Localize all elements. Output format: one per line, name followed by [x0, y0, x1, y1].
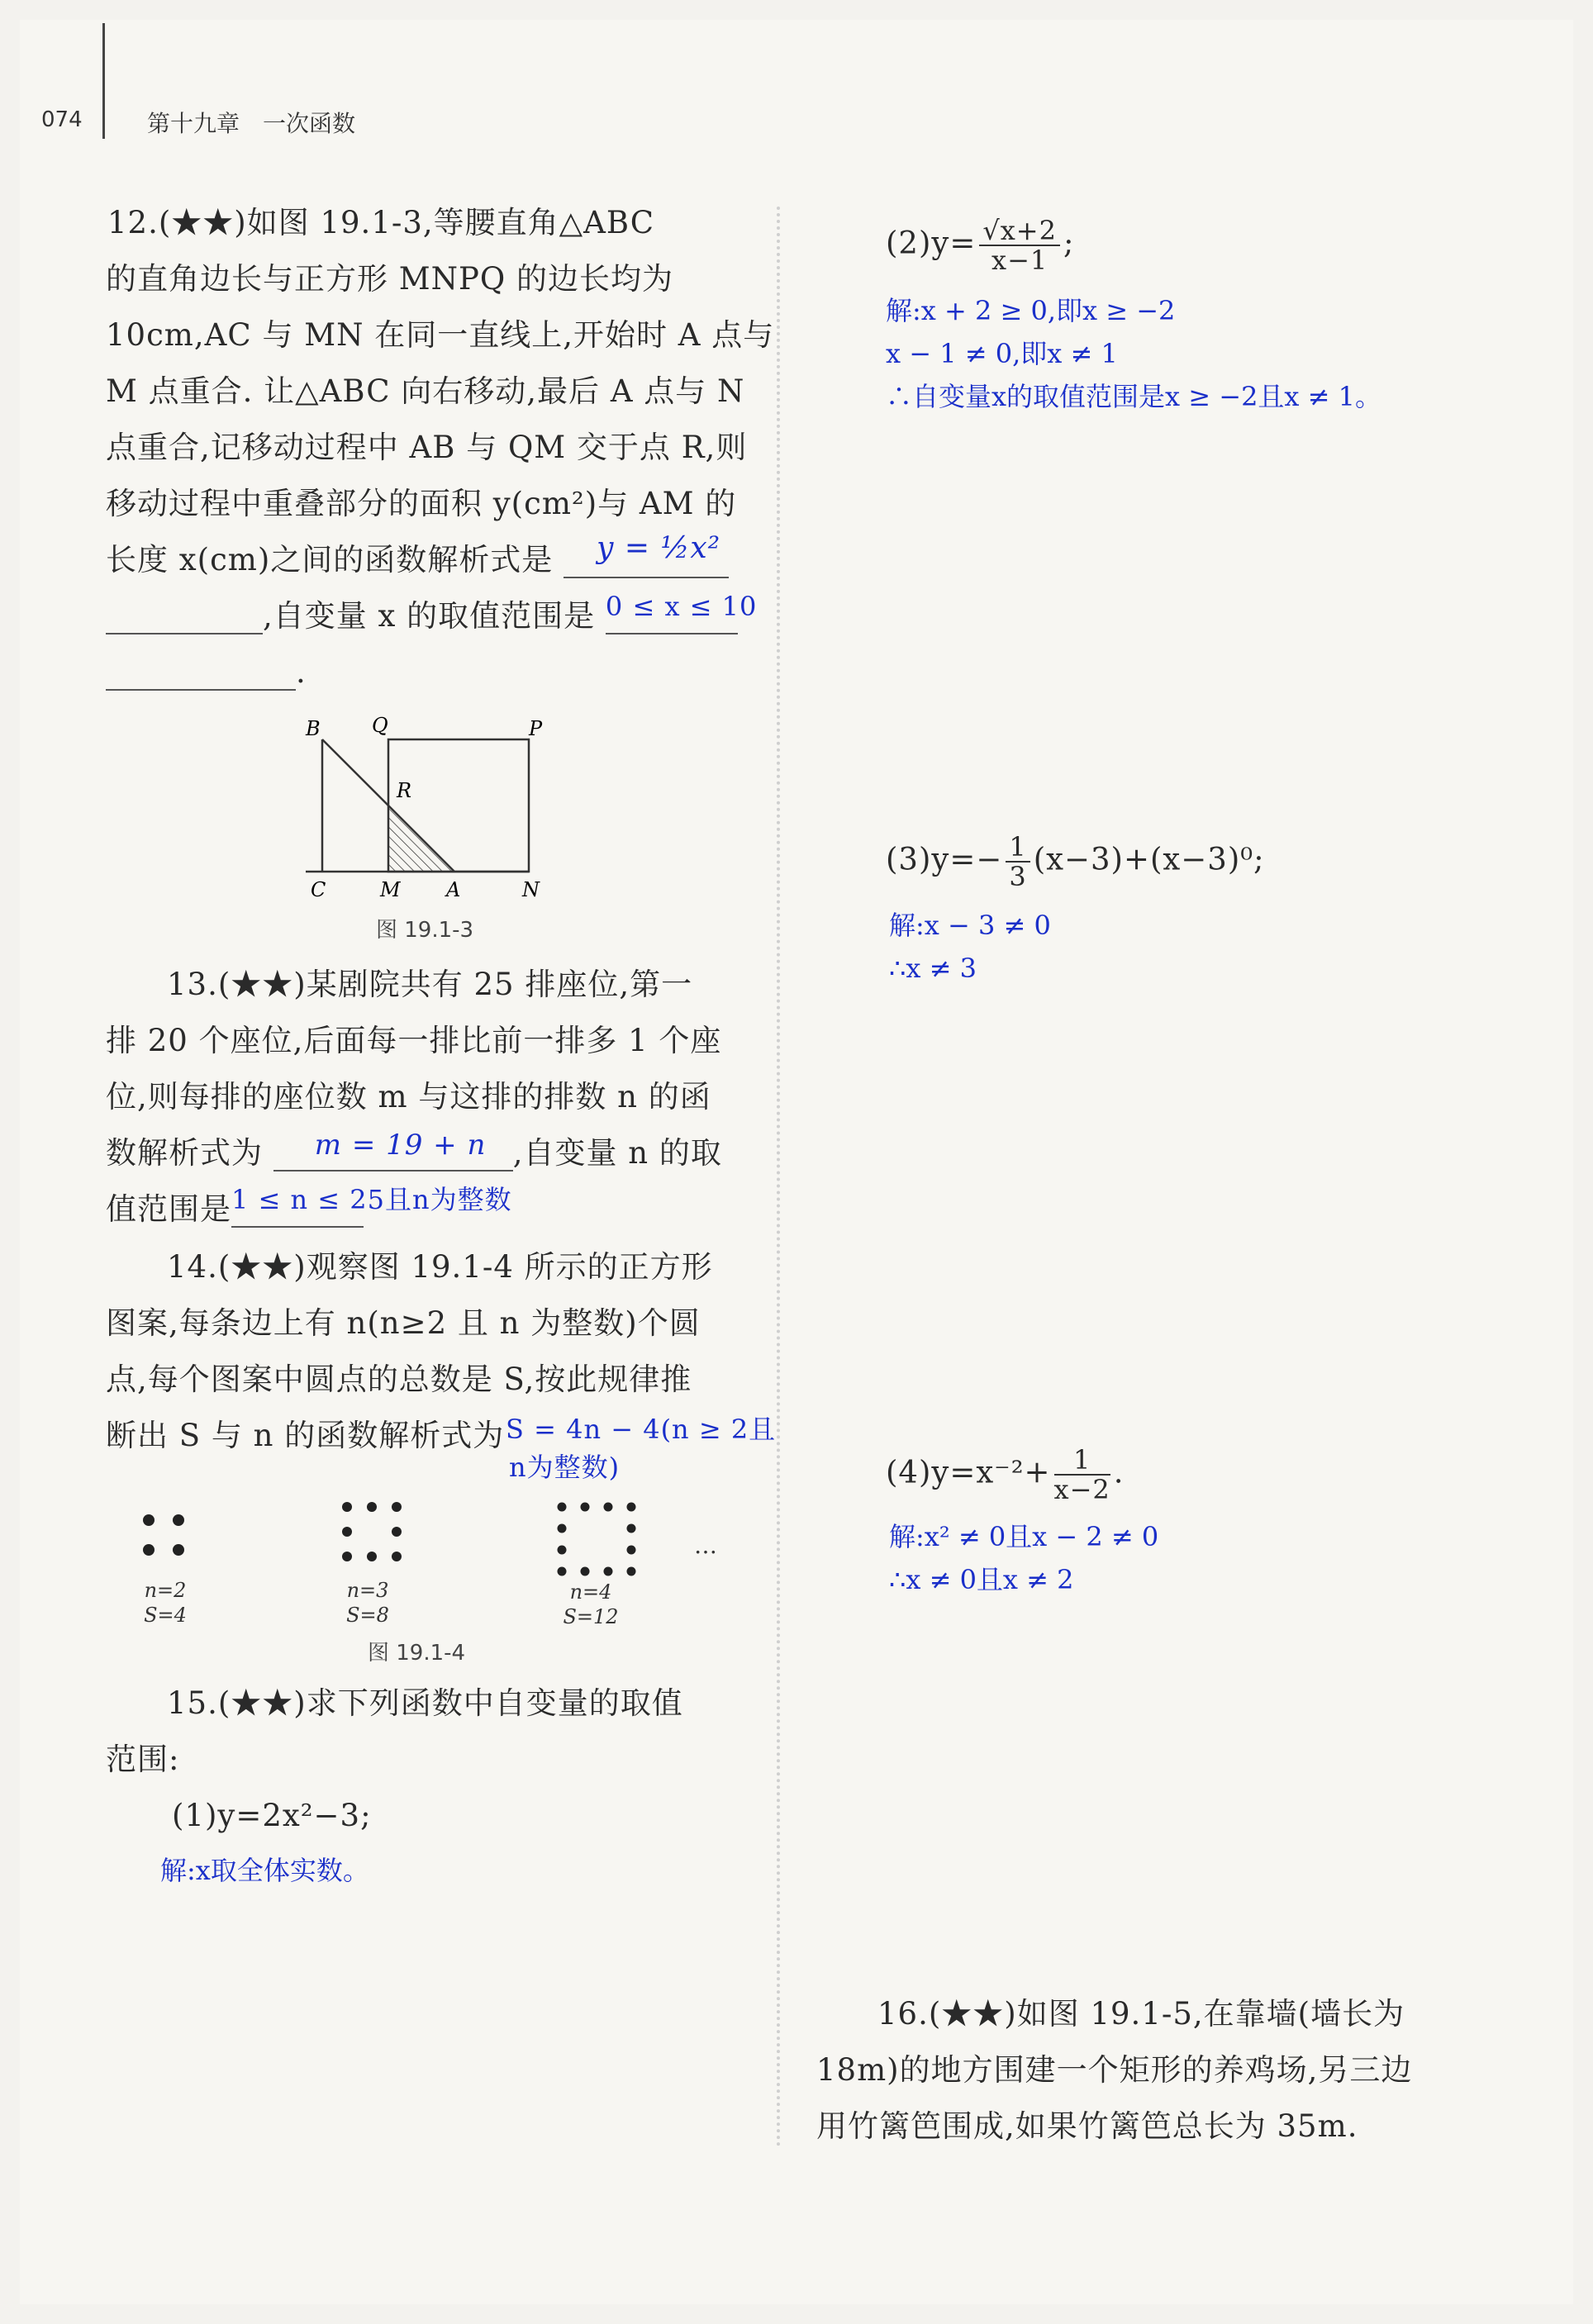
figure-19-1-4	[124, 1495, 719, 1586]
label-m: M	[380, 878, 401, 901]
q12-line-6: 移动过程中重叠部分的面积 y(cm²)与 AM 的	[106, 486, 737, 521]
q15-part-2-numerator: √x+2	[979, 216, 1060, 246]
pattern-ellipsis: …	[694, 1532, 717, 1559]
q12-line-4: M 点重合. 让△ABC 向右移动,最后 A 点与 N	[106, 373, 745, 409]
q15-part-2-fraction	[979, 216, 1060, 274]
q12-line-1: 12.(★★)如图 19.1-3,等腰直角△ABC	[107, 205, 655, 240]
q15-part-4-answer-line-2: ∴x ≠ 0且x ≠ 2	[889, 1564, 1074, 1595]
q15-part-4-denominator: x−2	[1053, 1474, 1110, 1505]
page-number: 074	[41, 107, 83, 132]
q14-answer-line-1: S = 4n − 4(n ≥ 2且	[506, 1414, 777, 1445]
q13-line-4	[106, 1129, 722, 1172]
pattern-label-1	[132, 1578, 198, 1628]
pattern-label-3	[554, 1580, 628, 1629]
q15-part-2-prefix: (2)y=	[886, 225, 977, 261]
q12-period: .	[296, 654, 307, 690]
q13-line-3: 位,则每排的座位数 m 与这排的排数 n 的函	[106, 1079, 711, 1114]
q12-answer-1: y = ½x²	[597, 531, 721, 565]
q15-part-3-prefix: (3)y=−	[886, 841, 1003, 877]
figure-caption-19-1-4: 图 19.1-4	[368, 1641, 466, 1666]
q15-part-3-denominator: 3	[1009, 861, 1027, 892]
q12-answer-blank-1	[563, 531, 729, 578]
q15-part-3-answer-line-1: 解:x − 3 ≠ 0	[889, 910, 1051, 941]
pattern-3-n: n=4	[569, 1580, 612, 1604]
q15-part-3-answer-line-2: ∴x ≠ 3	[889, 953, 977, 984]
dot-pattern-n4	[558, 1503, 636, 1576]
label-q: Q	[372, 714, 388, 737]
q12-line-7	[106, 531, 774, 578]
label-r: R	[397, 779, 412, 802]
header-rule	[102, 23, 105, 139]
q13-answer-blank-1	[273, 1129, 513, 1172]
q13-line-5-text: 值范围是	[106, 1191, 231, 1227]
q12-line-8-text: ,自变量 x 的取值范围是	[263, 598, 596, 634]
q15-part-2-denominator: x−1	[991, 245, 1049, 276]
q13-line-4-text: 数解析式为	[106, 1135, 263, 1171]
q12-line-7-text: 长度 x(cm)之间的函数解析式是	[106, 542, 554, 577]
pattern-label-2	[335, 1578, 401, 1628]
q15-part-4-fraction	[1054, 1446, 1110, 1504]
q14-line-2: 图案,每条边上有 n(n≥2 且 n 为整数)个圆	[106, 1305, 701, 1341]
q14-answer-line-2: n为整数)	[509, 1452, 621, 1483]
q13-answer-1: m = 19 + n	[314, 1129, 487, 1162]
q15-part-2-suffix: ;	[1063, 225, 1075, 261]
q15-part-3-numerator: 1	[1006, 833, 1030, 863]
q15-part-3-suffix: (x−3)+(x−3)⁰;	[1033, 841, 1265, 877]
q16-line-1: 16.(★★)如图 19.1-5,在靠墙(墙长为	[877, 1996, 1405, 2032]
q12-line-5: 点重合,记移动过程中 AB 与 QM 交于点 R,则	[106, 430, 748, 465]
q15-part-3	[886, 833, 1265, 891]
q12-block	[107, 205, 654, 241]
q14-line-1: 14.(★★)观察图 19.1-4 所示的正方形	[167, 1249, 713, 1285]
q15-line-1: 15.(★★)求下列函数中自变量的取值	[167, 1685, 683, 1721]
q12-line-9	[106, 654, 774, 691]
label-b: B	[306, 717, 321, 740]
q14-line-3: 点,每个图案中圆点的总数是 S,按此规律推	[106, 1362, 692, 1397]
figure-caption-19-1-3: 图 19.1-3	[376, 918, 474, 943]
dot-pattern-n3	[342, 1502, 402, 1561]
q16-line-3: 用竹篱笆围成,如果竹篱笆总长为 35m.	[816, 2108, 1358, 2144]
q15-part-4-prefix: (4)y=x⁻²+	[886, 1454, 1051, 1490]
overlap-shaded-region	[388, 806, 454, 872]
q15-part-3-fraction	[1006, 833, 1030, 891]
q15-part-4	[886, 1446, 1125, 1504]
column-divider	[777, 207, 780, 2148]
pattern-3-s: S=12	[563, 1605, 619, 1628]
q15-part-4-answer-line-1: 解:x² ≠ 0且x − 2 ≠ 0	[889, 1521, 1159, 1552]
q12-answer-blank-2	[605, 591, 758, 634]
q15-part-2-answer	[886, 294, 1381, 413]
q15-part-3-answer	[889, 909, 1051, 985]
q15-block	[106, 1685, 683, 1887]
q13-line-2: 排 20 个座位,后面每一排比前一排多 1 个座	[106, 1023, 722, 1058]
label-c: C	[311, 878, 326, 901]
q15-part-4-answer	[889, 1520, 1158, 1596]
q12-line-8	[106, 591, 774, 634]
q12-line-2: 的直角边长与正方形 MNPQ 的边长均为	[106, 261, 674, 297]
label-n: N	[522, 878, 540, 901]
q15-part-4-suffix: .	[1113, 1454, 1125, 1490]
q14-line-4	[106, 1414, 777, 1483]
q15-part-4-numerator: 1	[1054, 1446, 1110, 1476]
q15-part-2-answer-line-3: ∴自变量x的取值范围是x ≥ −2且x ≠ 1。	[886, 381, 1381, 412]
dot-pattern-n2	[143, 1514, 184, 1556]
q15-part-2-answer-line-1: 解:x + 2 ≥ 0,即x ≥ −2	[886, 295, 1176, 326]
pattern-1-n: n=2	[144, 1579, 187, 1602]
q14-line-4-text: 断出 S 与 n 的函数解析式为	[106, 1418, 505, 1453]
q16-block	[816, 1996, 1412, 2145]
q12-blank-end	[106, 656, 296, 691]
q13-line-1: 13.(★★)某剧院共有 25 排座位,第一	[167, 967, 693, 1002]
q13-block	[106, 967, 722, 1228]
q12-body	[106, 261, 774, 691]
q14-block	[106, 1249, 777, 1483]
q16-line-2: 18m)的地方围建一个矩形的养鸡场,另三边	[816, 2052, 1413, 2088]
q13-answer-2: 1 ≤ n ≤ 25且n为整数	[231, 1184, 512, 1215]
q12-answer-2: 0 ≤ x ≤ 10	[605, 591, 758, 622]
q15-part-1: (1)y=2x²−3;	[172, 1798, 372, 1833]
figure-19-1-3	[281, 711, 562, 909]
pattern-2-n: n=3	[346, 1579, 389, 1602]
q15-part-2	[886, 216, 1074, 274]
q15-part-1-answer: 解:x取全体实数。	[160, 1855, 369, 1886]
pattern-2-s: S=8	[346, 1604, 389, 1627]
q13-line-4-suffix: ,自变量 n 的取	[512, 1135, 722, 1171]
q13-line-5	[106, 1184, 722, 1228]
q15-part-2-answer-line-2: x − 1 ≠ 0,即x ≠ 1	[886, 338, 1118, 369]
label-a: A	[446, 878, 461, 901]
q15-line-2: 范围:	[106, 1742, 180, 1777]
q12-blank-cont	[106, 600, 263, 634]
chapter-title: 第十九章 一次函数	[147, 110, 356, 137]
q13-answer-blank-2	[231, 1184, 512, 1228]
label-p: P	[529, 717, 543, 740]
q12-line-3: 10cm,AC 与 MN 在同一直线上,开始时 A 点与	[106, 317, 775, 353]
pattern-1-s: S=4	[144, 1604, 187, 1627]
